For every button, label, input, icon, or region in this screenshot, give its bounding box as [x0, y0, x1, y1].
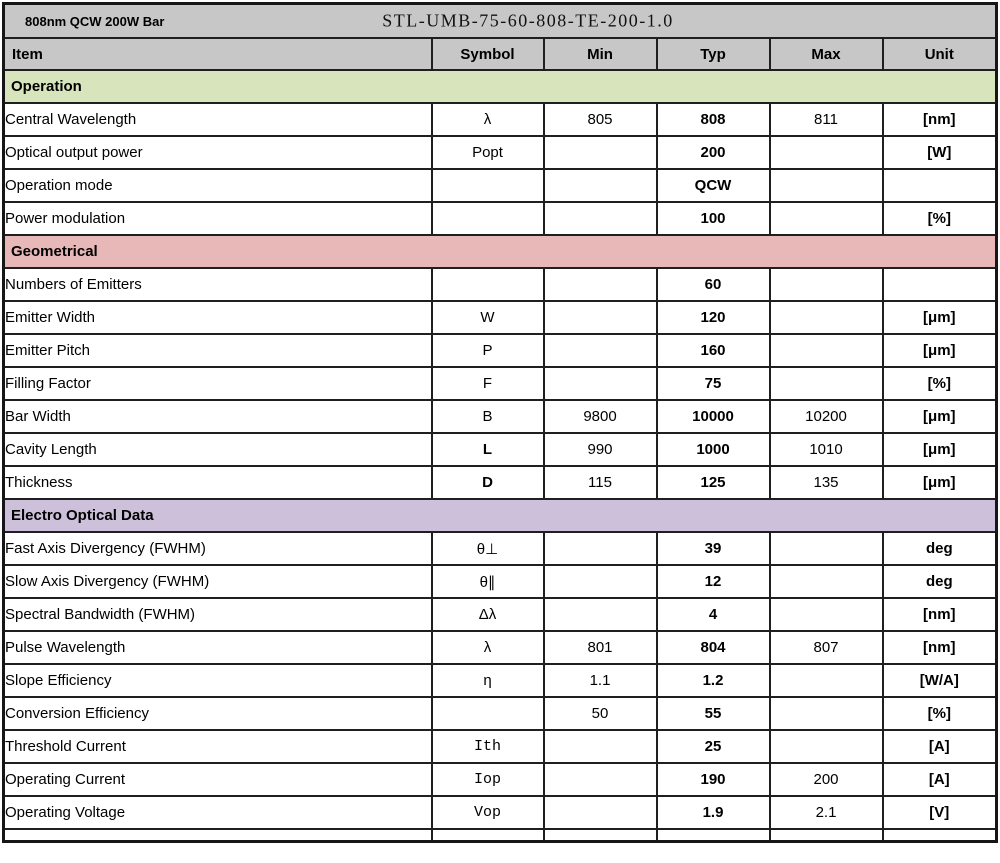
row-max [770, 301, 883, 334]
section-header-operation [4, 70, 997, 103]
row-typ: 1.9 [657, 796, 770, 829]
row-symbol: L [432, 433, 544, 466]
row-min [544, 334, 657, 367]
column-header-min: Min [544, 38, 657, 70]
row-min [544, 532, 657, 565]
row-min: 9800 [544, 400, 657, 433]
row-unit: [μm] [883, 334, 997, 367]
table-row [4, 565, 997, 598]
row-unit: [nm] [883, 631, 997, 664]
row-symbol: Δλ [432, 598, 544, 631]
row-typ: 200 [657, 136, 770, 169]
row-min: 115 [544, 466, 657, 499]
row-item-label: Numbers of Emitters [4, 268, 432, 301]
partial-row [4, 829, 997, 842]
row-max [770, 136, 883, 169]
section-label: Operation [4, 70, 997, 103]
row-item-label: Threshold Current [4, 730, 432, 763]
row-symbol: P [432, 334, 544, 367]
row-symbol: λ [432, 103, 544, 136]
row-max [770, 268, 883, 301]
row-unit: [%] [883, 202, 997, 235]
column-header-item: Item [4, 38, 432, 70]
row-typ: 100 [657, 202, 770, 235]
row-typ: 25 [657, 730, 770, 763]
row-min [544, 169, 657, 202]
row-typ: 120 [657, 301, 770, 334]
row-max: 10200 [770, 400, 883, 433]
table-row [4, 202, 997, 235]
row-min [544, 367, 657, 400]
row-symbol: Popt [432, 136, 544, 169]
table-row [4, 169, 997, 202]
table-row [4, 301, 997, 334]
row-typ: 1.2 [657, 664, 770, 697]
row-max: 807 [770, 631, 883, 664]
row-max [770, 334, 883, 367]
row-symbol: Vop [432, 796, 544, 829]
section-header-geometrical [4, 235, 997, 268]
row-min [544, 301, 657, 334]
row-max [770, 532, 883, 565]
row-min: 990 [544, 433, 657, 466]
row-unit: [nm] [883, 103, 997, 136]
row-unit: [W/A] [883, 664, 997, 697]
column-header-typ: Typ [657, 38, 770, 70]
table-row [4, 631, 997, 664]
row-item-label: Thickness [4, 466, 432, 499]
row-item-label: Slow Axis Divergency (FWHM) [4, 565, 432, 598]
title-bar [4, 4, 997, 39]
row-min: 1.1 [544, 664, 657, 697]
row-unit: [V] [883, 796, 997, 829]
row-item-label: Optical output power [4, 136, 432, 169]
row-symbol: W [432, 301, 544, 334]
row-item-label: Cavity Length [4, 433, 432, 466]
column-header-max: Max [770, 38, 883, 70]
row-item-label: Fast Axis Divergency (FWHM) [4, 532, 432, 565]
row-typ: 60 [657, 268, 770, 301]
row-max: 200 [770, 763, 883, 796]
row-min [544, 136, 657, 169]
title-bar-cell [4, 4, 997, 39]
table-row [4, 367, 997, 400]
row-max [770, 730, 883, 763]
row-min [544, 202, 657, 235]
table-row [4, 598, 997, 631]
row-unit: deg [883, 565, 997, 598]
row-min [544, 598, 657, 631]
row-symbol: θ∥ [432, 565, 544, 598]
row-typ: 39 [657, 532, 770, 565]
row-typ: 125 [657, 466, 770, 499]
row-symbol [432, 697, 544, 730]
row-item-label: Emitter Width [4, 301, 432, 334]
row-unit: [A] [883, 763, 997, 796]
row-max [770, 202, 883, 235]
row-item-label: Spectral Bandwidth (FWHM) [4, 598, 432, 631]
table-row [4, 664, 997, 697]
column-header-symbol: Symbol [432, 38, 544, 70]
row-item-label: Bar Width [4, 400, 432, 433]
row-item-label: Operation mode [4, 169, 432, 202]
row-item-label: Slope Efficiency [4, 664, 432, 697]
row-item-label: Operating Voltage [4, 796, 432, 829]
row-min [544, 268, 657, 301]
row-min [544, 565, 657, 598]
row-symbol: D [432, 466, 544, 499]
row-unit: [A] [883, 730, 997, 763]
row-typ: 4 [657, 598, 770, 631]
row-symbol: θ⊥ [432, 532, 544, 565]
table-row [4, 136, 997, 169]
row-max [770, 565, 883, 598]
column-header-unit: Unit [883, 38, 997, 70]
product-title: 808nm QCW 200W Bar [25, 13, 165, 29]
row-unit: [μm] [883, 433, 997, 466]
table-row [4, 268, 997, 301]
row-unit: [nm] [883, 598, 997, 631]
row-typ: 808 [657, 103, 770, 136]
row-unit [883, 169, 997, 202]
row-symbol: B [432, 400, 544, 433]
row-unit: [%] [883, 697, 997, 730]
row-unit: [μm] [883, 466, 997, 499]
row-typ: 190 [657, 763, 770, 796]
table-row [4, 532, 997, 565]
row-max: 135 [770, 466, 883, 499]
row-min [544, 730, 657, 763]
row-max [770, 697, 883, 730]
row-item-label: Filling Factor [4, 367, 432, 400]
row-typ: QCW [657, 169, 770, 202]
row-symbol [432, 202, 544, 235]
model-number: STL-UMB-75-60-808-TE-200-1.0 [382, 10, 674, 31]
section-header-electro-optical [4, 499, 997, 532]
row-max: 2.1 [770, 796, 883, 829]
row-symbol: F [432, 367, 544, 400]
row-max: 1010 [770, 433, 883, 466]
row-item-label: Operating Current [4, 763, 432, 796]
spec-table [2, 2, 998, 843]
table-row [4, 334, 997, 367]
row-symbol: Iop [432, 763, 544, 796]
row-item-label: Central Wavelength [4, 103, 432, 136]
row-typ: 55 [657, 697, 770, 730]
table-row [4, 763, 997, 796]
table-row [4, 433, 997, 466]
row-typ: 10000 [657, 400, 770, 433]
row-item-label: Conversion Efficiency [4, 697, 432, 730]
row-symbol: η [432, 664, 544, 697]
row-unit: [W] [883, 136, 997, 169]
row-typ: 804 [657, 631, 770, 664]
row-min [544, 763, 657, 796]
row-unit [883, 268, 997, 301]
row-unit: [%] [883, 367, 997, 400]
row-min: 805 [544, 103, 657, 136]
section-label: Electro Optical Data [4, 499, 997, 532]
row-symbol: λ [432, 631, 544, 664]
row-symbol [432, 169, 544, 202]
row-max: 811 [770, 103, 883, 136]
table-row [4, 400, 997, 433]
row-typ: 12 [657, 565, 770, 598]
table-row [4, 697, 997, 730]
row-typ: 160 [657, 334, 770, 367]
row-max [770, 367, 883, 400]
row-unit: [μm] [883, 301, 997, 334]
table-row [4, 796, 997, 829]
row-min: 801 [544, 631, 657, 664]
row-item-label: Emitter Pitch [4, 334, 432, 367]
table-row [4, 466, 997, 499]
row-item-label: Pulse Wavelength [4, 631, 432, 664]
row-max [770, 169, 883, 202]
row-min: 50 [544, 697, 657, 730]
row-unit: deg [883, 532, 997, 565]
table-row [4, 730, 997, 763]
row-min [544, 796, 657, 829]
row-symbol: Ith [432, 730, 544, 763]
table-row [4, 103, 997, 136]
row-symbol [432, 268, 544, 301]
column-header-row [4, 38, 997, 70]
row-max [770, 598, 883, 631]
section-label: Geometrical [4, 235, 997, 268]
row-item-label: Power modulation [4, 202, 432, 235]
row-typ: 1000 [657, 433, 770, 466]
row-unit: [μm] [883, 400, 997, 433]
row-max [770, 664, 883, 697]
row-typ: 75 [657, 367, 770, 400]
